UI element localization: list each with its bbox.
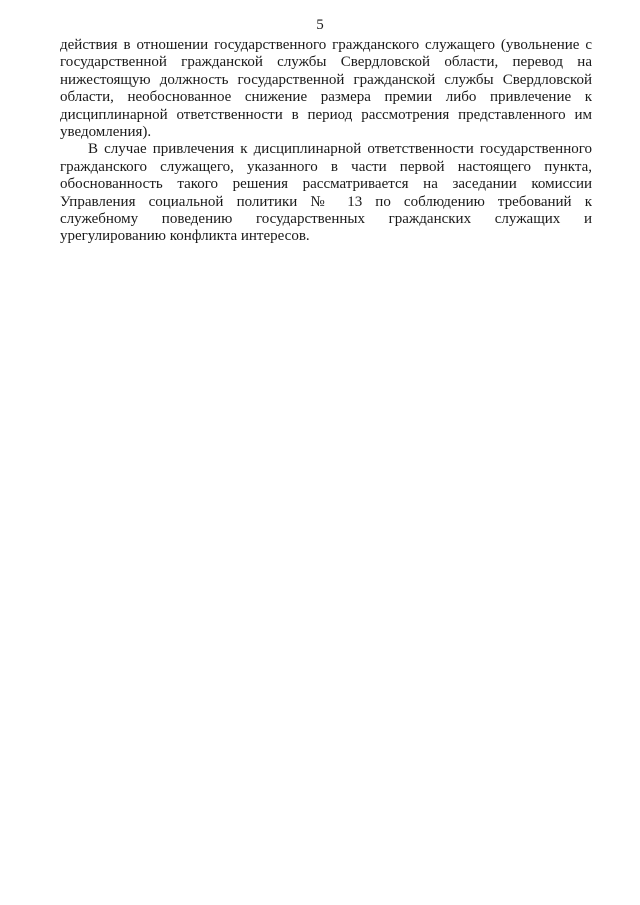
paragraph-1 bbox=[60, 37, 592, 141]
paragraph-2 bbox=[60, 141, 592, 245]
text-line: Управления социальной политики № 13 по соблюдению требований к bbox=[60, 193, 592, 210]
text-line: нижестоящую должность государственной гражданской службы Свердловской bbox=[60, 71, 592, 88]
text-line: государственной гражданской службы Свердловской области, перевод на bbox=[60, 54, 592, 71]
page-number: 5 bbox=[316, 17, 324, 33]
text-line: гражданского служащего, указанного в части первой настоящего пункта, bbox=[60, 158, 592, 175]
text-line: уведомления). bbox=[60, 124, 152, 141]
text-line: служебному поведению государственных гражданских служащих и bbox=[60, 211, 592, 228]
text-line: В случае привлечения к дисциплинарной ответственности государственного bbox=[88, 141, 592, 158]
text-line: обоснованность такого решения рассматривается на заседании комиссии bbox=[60, 176, 592, 193]
text-line: действия в отношении государственного гражданского служащего (увольнение с bbox=[60, 37, 592, 53]
document-body bbox=[60, 37, 592, 246]
text-line: области, необоснованное снижение размера премии либо привлечение к bbox=[60, 89, 592, 106]
text-line: урегулированию конфликта интересов. bbox=[60, 228, 310, 245]
text-line: дисциплинарной ответственности в период рассмотрения представленного им bbox=[60, 106, 592, 123]
